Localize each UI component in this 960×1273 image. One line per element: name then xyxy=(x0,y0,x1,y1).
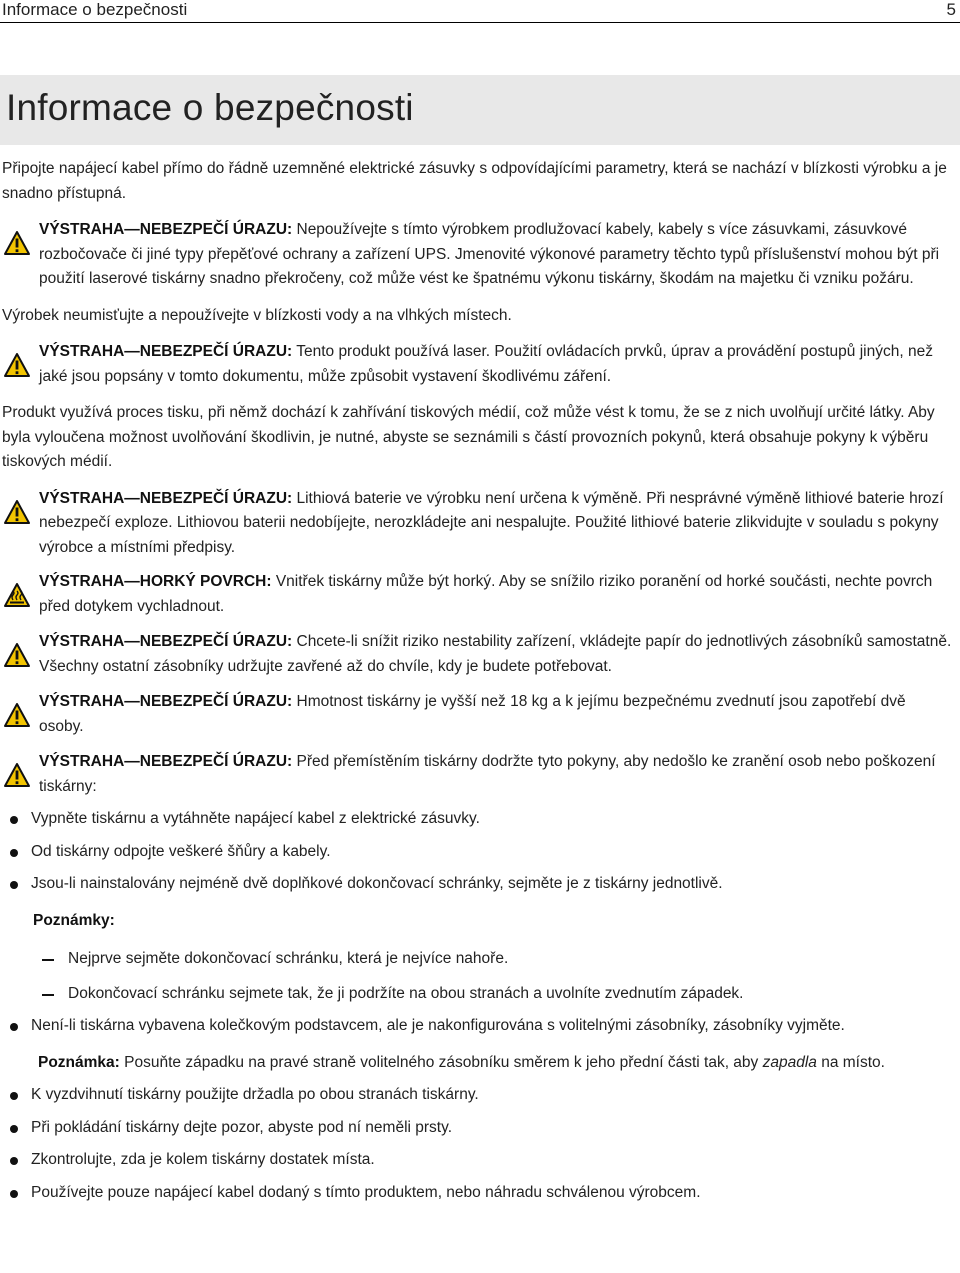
warning-text: Hmotnost tiskárny je vyšší než 18 kg a k jejímu bezpečnému zvednutí jsou zapotřebí dvě osoby. xyxy=(39,693,906,735)
warning-text: Chcete-li snížit riziko nestability zařízení, vkládejte papír do jednotlivých zásobníků samostatně. Všechny ostatní zásobníky udržujte zavřené až do chvíle, kdy je budete potřebovat. xyxy=(39,633,952,675)
note-latch xyxy=(0,1051,960,1076)
list-item: K vyzdvihnutí tiskárny použijte držadla po obou stranách tiskárny. xyxy=(0,1083,960,1108)
list-item: Jsou-li nainstalovány nejméně dvě doplňkové dokončovací schránky, sejměte je z tiskárny jednotlivě. xyxy=(0,872,960,897)
bullet-list-trays xyxy=(0,1014,960,1039)
warning-moving xyxy=(0,750,960,799)
note-label: Poznámka: xyxy=(38,1053,120,1071)
header-title: Informace o bezpečnosti xyxy=(2,0,188,19)
warning-triangle-icon xyxy=(3,230,31,256)
note-item: Dokončovací schránku sejmete tak, že ji podržíte na obou stranách a uvolníte zvednutím západek. xyxy=(0,982,960,1007)
notes-list xyxy=(0,947,960,1006)
list-item: Vypněte tiskárnu a vytáhněte napájecí kabel z elektrické zásuvky. xyxy=(0,807,960,832)
warning-stability xyxy=(0,630,960,679)
warning-battery xyxy=(0,487,960,561)
warning-hot-surface xyxy=(0,570,960,619)
document-body xyxy=(0,157,960,1205)
warning-label: VÝSTRAHA—NEBEZPEČÍ ÚRAZU: xyxy=(39,753,293,770)
warning-laser xyxy=(0,340,960,389)
page-title: Informace o bezpečnosti xyxy=(6,87,414,128)
bullet-list-lifting xyxy=(0,1083,960,1205)
warning-label: VÝSTRAHA—NEBEZPEČÍ ÚRAZU: xyxy=(39,489,293,507)
warning-text: Vnitřek tiskárny může být horký. Aby se snížilo riziko poranění od horké součásti, nechte povrch před dotykem vychladnout. xyxy=(39,573,933,615)
list-item: Od tiskárny odpojte veškeré šňůry a kabely. xyxy=(0,840,960,865)
list-item: Není-li tiskárna vybavena kolečkovým podstavcem, ale je nakonfigurována s volitelnými zásobníky, zásobníky vyjměte. xyxy=(0,1014,960,1039)
warning-triangle-icon xyxy=(3,762,31,788)
warning-label: VÝSTRAHA—HORKÝ POVRCH: xyxy=(39,573,272,590)
page-number: 5 xyxy=(946,0,956,19)
warning-text: Tento produkt používá laser. Použití ovládacích prvků, úprav a provádění postupů jiných, než jaké jsou popsány v tomto dokumentu, může způsobit vystavení škodlivému záření. xyxy=(39,343,933,385)
warning-triangle-icon xyxy=(3,642,31,668)
warning-triangle-icon xyxy=(3,702,31,728)
process-paragraph: Produkt využívá proces tisku, při němž dochází k zahřívání tiskových médií, což může vést k tomu, že se z nich uvolňují určité látky. Aby byla vyloučena možnost uvolňování škodlivin, je nutné, abyste se seznámili s částí provozních pokynů, která obsahuje pokyny k výběru tiskových médií. xyxy=(2,404,935,470)
note-italic: zapadla xyxy=(762,1053,817,1071)
bullet-list-moving xyxy=(0,807,960,897)
warning-triangle-icon xyxy=(3,499,31,525)
warning-extension-cords xyxy=(0,218,960,292)
warning-text: Lithiová baterie ve výrobku není určena k výměně. Při nesprávné výměně lithiové baterie hrozí nebezpečí exploze. Lithiovou baterii nedobíjejte, nerozkládejte ani nespalujte. Použité lithiové baterie zlikvidujte v souladu s pokyny výrobce a místními předpisy. xyxy=(39,489,944,556)
notes-label: Poznámky: xyxy=(33,911,115,929)
list-item: Při pokládání tiskárny dejte pozor, abyste pod ní neměli prsty. xyxy=(0,1116,960,1141)
warning-text: Před přemístěním tiskárny dodržte tyto pokyny, aby nedošlo ke zranění osob nebo poškození tiskárny: xyxy=(39,753,936,795)
note-item: Nejprve sejměte dokončovací schránku, která je nejvíce nahoře. xyxy=(0,947,960,972)
warning-label: VÝSTRAHA—NEBEZPEČÍ ÚRAZU: xyxy=(39,633,293,650)
warning-weight xyxy=(0,690,960,739)
title-band xyxy=(0,75,960,145)
warning-label: VÝSTRAHA—NEBEZPEČÍ ÚRAZU: xyxy=(39,693,293,710)
hot-surface-icon xyxy=(3,582,31,608)
warning-triangle-icon xyxy=(3,352,31,378)
warning-text: Nepoužívejte s tímto výrobkem prodlužovací kabely, kabely s více zásuvkami, zásuvkové rozbočovače či jiné typy přepěťové ochrany a zařízení UPS. Jmenovité výkonové parametry těchto typů příslušenství mohou být při použití laserové tiskárny snadno překročeny, což může vést ke špatnému výkonu tiskárny, škodám na majetku či vzniku požáru. xyxy=(39,221,940,287)
note-text-end: na místo. xyxy=(816,1053,885,1071)
water-paragraph: Výrobek neumisťujte a nepoužívejte v blízkosti vody a na vlhkých místech. xyxy=(2,306,512,324)
warning-label: VÝSTRAHA—NEBEZPEČÍ ÚRAZU: xyxy=(39,221,293,238)
warning-label: VÝSTRAHA—NEBEZPEČÍ ÚRAZU: xyxy=(39,343,293,360)
note-text: Posuňte západku na pravé straně volitelného zásobníku směrem k jeho přední části tak, aby xyxy=(119,1053,763,1071)
page-header xyxy=(0,0,960,23)
intro-paragraph: Připojte napájecí kabel přímo do řádně uzemněné elektrické zásuvky s odpovídajícími parametry, která se nachází v blízkosti výrobku a je snadno přístupná. xyxy=(2,160,947,202)
list-item: Používejte pouze napájecí kabel dodaný s tímto produktem, nebo náhradu schválenou výrobcem. xyxy=(0,1181,960,1206)
list-item: Zkontrolujte, zda je kolem tiskárny dostatek místa. xyxy=(0,1148,960,1173)
